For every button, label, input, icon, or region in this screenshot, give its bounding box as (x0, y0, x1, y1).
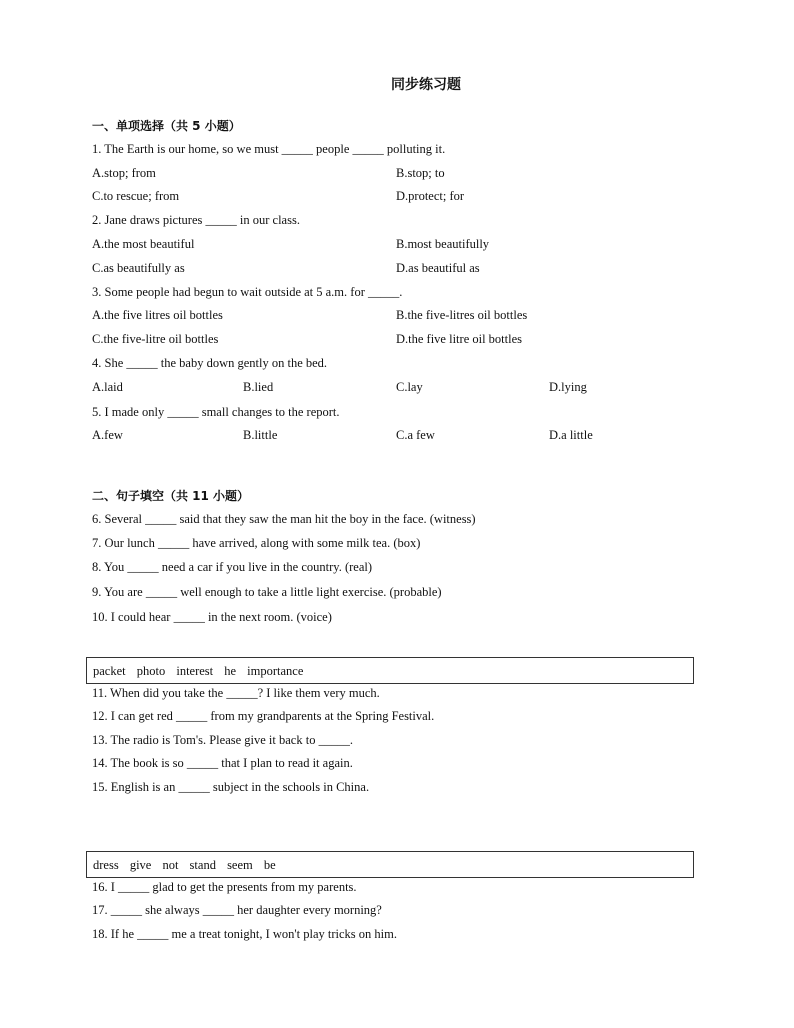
question-11: 11. When did you take the _____? I like them very much. (92, 686, 380, 700)
question-10: 10. I could hear _____ in the next room. (voice) (92, 610, 332, 624)
question-8: 8. You _____ need a car if you live in the country. (real) (92, 560, 373, 574)
option: D.lying (549, 380, 587, 394)
question-14: 14. The book is so _____ that I plan to read it again. (92, 756, 353, 770)
question-13: 13. The radio is Tom's. Please give it back to _____. (92, 733, 353, 747)
option: A.the five litres oil bottles (92, 308, 223, 322)
question-2: 2. Jane draws pictures _____ in our class. (92, 213, 300, 227)
question-7: 7. Our lunch _____ have arrived, along with some milk tea. (box) (92, 536, 421, 550)
option: B.most beautifully (396, 237, 490, 251)
question-18: 18. If he _____ me a treat tonight, I won't play tricks on him. (92, 927, 397, 941)
question-16: 16. I _____ glad to get the presents from my parents. (92, 880, 357, 894)
option: C.a few (396, 428, 435, 442)
option: B.the five-litres oil bottles (396, 308, 528, 322)
option: C.the five-litre oil bottles (92, 332, 219, 346)
option: D.a little (549, 428, 593, 442)
option: B.lied (243, 380, 274, 394)
question-5: 5. I made only _____ small changes to the report. (92, 405, 340, 419)
option: D.protect; for (396, 189, 465, 203)
question-12: 12. I can get red _____ from my grandparents at the Spring Festival. (92, 709, 435, 723)
option: A.few (92, 428, 123, 442)
word-bank-1: packet photo interest he importance (93, 664, 304, 678)
question-6: 6. Several _____ said that they saw the man hit the boy in the face. (witness) (92, 512, 476, 526)
word-bank-box-2 (86, 851, 694, 878)
option: A.stop; from (92, 166, 156, 180)
option: D.as beautiful as (396, 261, 480, 275)
question-15: 15. English is an _____ subject in the schools in China. (92, 780, 370, 794)
page-title: 同步练习题 (391, 77, 461, 93)
section-heading-2: 二、句子填空（共 11 小题） (92, 489, 250, 503)
option: C.to rescue; from (92, 189, 180, 203)
option: C.as beautifully as (92, 261, 185, 275)
question-9: 9. You are _____ well enough to take a little light exercise. (probable) (92, 585, 442, 599)
option: D.the five litre oil bottles (396, 332, 523, 346)
question-17: 17. _____ she always _____ her daughter every morning? (92, 903, 382, 917)
option: B.little (243, 428, 278, 442)
question-3: 3. Some people had begun to wait outside at 5 a.m. for _____. (92, 285, 403, 299)
question-1: 1. The Earth is our home, so we must _____ people _____ polluting it. (92, 142, 446, 156)
option: A.the most beautiful (92, 237, 195, 251)
option: B.stop; to (396, 166, 445, 180)
word-bank-2: dress give not stand seem be (93, 858, 276, 872)
question-4: 4. She _____ the baby down gently on the bed. (92, 356, 328, 370)
word-bank-box-1 (86, 657, 694, 684)
option: C.lay (396, 380, 423, 394)
option: A.laid (92, 380, 123, 394)
section-heading-1: 一、单项选择（共 5 小题） (92, 119, 241, 133)
